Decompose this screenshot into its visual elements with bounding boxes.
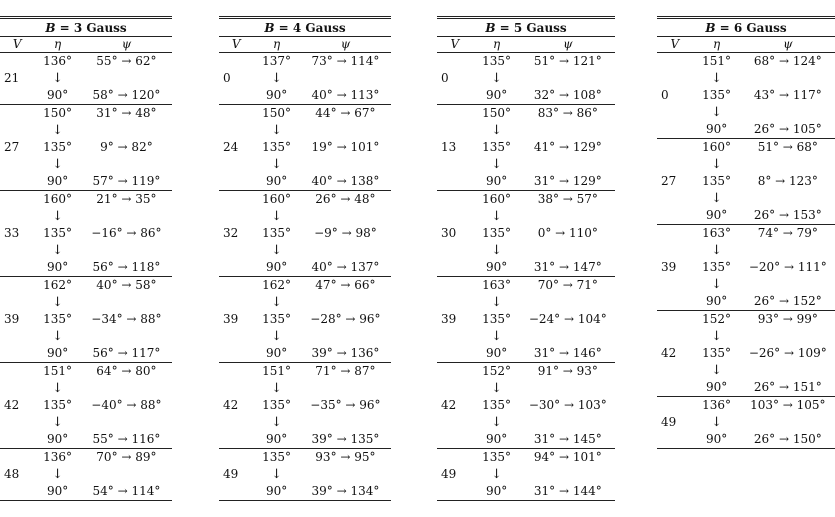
eta-value: 90° [705, 294, 728, 308]
eta-value: 90° [46, 484, 69, 498]
psi-value: 26° → 150° [753, 432, 822, 446]
psi-value: 39° → 136° [311, 346, 380, 360]
down-arrow-icon: ↓ [711, 243, 723, 258]
eta-value: 135° [482, 312, 512, 326]
down-arrow-icon: ↓ [52, 209, 64, 224]
eta-value: 162° [253, 277, 299, 295]
psi-value: 57° → 119° [92, 174, 161, 188]
eta-value: 150° [253, 105, 299, 123]
down-arrow-icon: ↓ [271, 157, 283, 172]
down-arrow-icon: ↓ [491, 71, 503, 86]
table-title [0, 18, 172, 37]
v-value: 42 [0, 363, 34, 449]
psi-value: 51° → 68° [741, 139, 835, 157]
psi-value: 8° → 123° [757, 174, 818, 188]
psi-value: 26° → 153° [753, 208, 822, 222]
table-row [657, 225, 835, 243]
v-value: 39 [437, 277, 473, 363]
down-arrow-icon: ↓ [711, 363, 723, 378]
eta-value: 137° [262, 54, 292, 68]
down-arrow-icon: ↓ [711, 105, 723, 120]
eta-value: 151° [702, 54, 732, 68]
psi-header: ψ [300, 37, 391, 53]
title-variable: B [705, 21, 716, 35]
psi-value: 44° → 67° [300, 105, 391, 123]
eta-header: η [473, 37, 521, 53]
v-header: V [437, 37, 473, 53]
eta-value: 90° [485, 88, 508, 102]
psi-value: 40° → 137° [311, 260, 380, 274]
eta-value: 90° [705, 208, 728, 222]
v-value: 0 [223, 71, 231, 85]
psi-value: 56° → 117° [92, 346, 161, 360]
psi-value: 9° → 82° [100, 140, 153, 154]
v-value: 33 [0, 191, 34, 277]
v-value: 49 [437, 449, 473, 501]
eta-value: 135° [43, 398, 73, 412]
v-value: 27 [0, 105, 34, 191]
down-arrow-icon: ↓ [271, 243, 283, 258]
eta-value: 135° [702, 346, 732, 360]
psi-value: −9° → 98° [314, 226, 377, 240]
eta-value: 151° [34, 363, 80, 381]
down-arrow-icon: ↓ [52, 329, 64, 344]
v-value: 27 [657, 139, 693, 225]
data-table [657, 16, 835, 449]
eta-value: 152° [473, 363, 521, 381]
psi-value: −30° → 103° [528, 398, 607, 412]
psi-value: 31° → 144° [533, 484, 602, 498]
down-arrow-icon: ↓ [271, 295, 283, 310]
eta-header: η [253, 37, 299, 53]
eta-value: 152° [693, 311, 741, 329]
down-arrow-icon: ↓ [491, 209, 503, 224]
psi-value: 47° → 66° [300, 277, 391, 295]
down-arrow-icon: ↓ [491, 295, 503, 310]
eta-header: η [693, 37, 741, 53]
eta-value: 135° [262, 398, 292, 412]
eta-value: 90° [485, 174, 508, 188]
eta-value: 90° [265, 260, 288, 274]
table-row [437, 277, 615, 295]
psi-header: ψ [741, 37, 835, 53]
psi-value: 55° → 62° [96, 54, 157, 68]
down-arrow-icon: ↓ [52, 71, 64, 86]
v-value: 0 [661, 88, 669, 102]
v-value: 39 [657, 225, 693, 311]
down-arrow-icon: ↓ [271, 123, 283, 138]
psi-header: ψ [81, 37, 172, 53]
psi-value: 55° → 116° [92, 432, 161, 446]
table-row [657, 139, 835, 157]
title-variable: B [485, 21, 496, 35]
psi-value: −16° → 86° [91, 226, 162, 240]
title-text: = 5 Gauss [499, 21, 567, 35]
table-title [657, 18, 835, 37]
psi-value: 31° → 146° [533, 346, 602, 360]
table-row [0, 277, 172, 295]
eta-value: 135° [482, 54, 512, 68]
eta-value: 136° [34, 449, 80, 467]
eta-value: 135° [473, 449, 521, 467]
psi-value: 94° → 101° [521, 449, 615, 467]
psi-value: −35° → 96° [310, 398, 381, 412]
eta-value: 90° [265, 346, 288, 360]
eta-value: 163° [693, 225, 741, 243]
down-arrow-icon: ↓ [271, 71, 283, 86]
psi-value: 93° → 99° [741, 311, 835, 329]
v-value: 30 [437, 191, 473, 277]
table-panel [437, 16, 615, 501]
v-value: 0 [441, 71, 449, 85]
down-arrow-icon: ↓ [271, 467, 283, 482]
v-value: 39 [219, 277, 253, 363]
v-value: 49 [657, 397, 693, 449]
eta-value: 90° [485, 484, 508, 498]
eta-value: 90° [485, 432, 508, 446]
eta-header: η [34, 37, 80, 53]
psi-value: −28° → 96° [310, 312, 381, 326]
eta-value: 90° [485, 346, 508, 360]
table-row [219, 105, 391, 123]
psi-value: 31° → 48° [81, 105, 172, 123]
psi-value: 83° → 86° [521, 105, 615, 123]
down-arrow-icon: ↓ [491, 243, 503, 258]
table-row [0, 191, 172, 209]
down-arrow-icon: ↓ [491, 467, 503, 482]
v-header: V [657, 37, 693, 53]
eta-value: 150° [34, 105, 80, 123]
v-value: 13 [437, 105, 473, 191]
psi-value: −26° → 109° [748, 346, 827, 360]
psi-value: 38° → 57° [521, 191, 615, 209]
eta-value: 160° [473, 191, 521, 209]
psi-value: 58° → 120° [92, 88, 161, 102]
data-table [219, 16, 391, 501]
eta-value: 135° [253, 449, 299, 467]
eta-value: 160° [34, 191, 80, 209]
down-arrow-icon: ↓ [711, 71, 723, 86]
v-value: 48 [0, 449, 34, 501]
eta-value: 160° [253, 191, 299, 209]
down-arrow-icon: ↓ [711, 157, 723, 172]
v-value: 42 [219, 363, 253, 449]
psi-value: 26° → 48° [300, 191, 391, 209]
psi-header: ψ [521, 37, 615, 53]
table-row [219, 449, 391, 467]
eta-value: 90° [705, 122, 728, 136]
psi-value: 21° → 35° [81, 191, 172, 209]
psi-value: 41° → 129° [533, 140, 602, 154]
eta-value: 90° [265, 484, 288, 498]
eta-value: 135° [482, 398, 512, 412]
psi-value: 39° → 135° [311, 432, 380, 446]
v-header: V [219, 37, 253, 53]
v-header: V [0, 37, 34, 53]
eta-value: 135° [262, 312, 292, 326]
eta-value: 135° [262, 226, 292, 240]
down-arrow-icon: ↓ [52, 295, 64, 310]
eta-value: 150° [473, 105, 521, 123]
psi-value: 26° → 151° [753, 380, 822, 394]
eta-value: 135° [43, 226, 73, 240]
psi-value: 56° → 118° [92, 260, 161, 274]
down-arrow-icon: ↓ [271, 415, 283, 430]
down-arrow-icon: ↓ [711, 277, 723, 292]
title-variable: B [45, 21, 56, 35]
table-row [437, 191, 615, 209]
psi-value: −34° → 88° [91, 312, 162, 326]
down-arrow-icon: ↓ [52, 467, 64, 482]
table-row [219, 277, 391, 295]
title-text: = 4 Gauss [278, 21, 346, 35]
title-text: = 6 Gauss [719, 21, 787, 35]
psi-value: 31° → 145° [533, 432, 602, 446]
eta-value: 90° [46, 88, 69, 102]
v-value: 42 [657, 311, 693, 397]
psi-value: 70° → 89° [81, 449, 172, 467]
eta-value: 136° [693, 397, 741, 415]
down-arrow-icon: ↓ [711, 329, 723, 344]
table-title [219, 18, 391, 37]
eta-value: 90° [705, 380, 728, 394]
psi-value: 73° → 114° [311, 54, 380, 68]
psi-value: 43° → 117° [753, 88, 822, 102]
eta-value: 135° [482, 226, 512, 240]
table-panel [219, 16, 391, 501]
table-title [437, 18, 615, 37]
eta-value: 135° [702, 88, 732, 102]
table-row [219, 363, 391, 381]
psi-value: 54° → 114° [92, 484, 161, 498]
psi-value: 68° → 124° [753, 54, 822, 68]
psi-value: 31° → 129° [533, 174, 602, 188]
psi-value: 91° → 93° [521, 363, 615, 381]
psi-value: 103° → 105° [741, 397, 835, 415]
eta-value: 163° [473, 277, 521, 295]
eta-value: 135° [702, 260, 732, 274]
eta-value: 136° [43, 54, 73, 68]
psi-value: 19° → 101° [311, 140, 380, 154]
table-row [0, 105, 172, 123]
eta-value: 151° [253, 363, 299, 381]
table-row [437, 363, 615, 381]
eta-value: 160° [693, 139, 741, 157]
eta-value: 135° [702, 174, 732, 188]
down-arrow-icon: ↓ [711, 415, 723, 430]
eta-value: 135° [482, 140, 512, 154]
psi-value: 70° → 71° [521, 277, 615, 295]
psi-value: 26° → 152° [753, 294, 822, 308]
psi-value: 26° → 105° [753, 122, 822, 136]
down-arrow-icon: ↓ [491, 157, 503, 172]
eta-value: 90° [705, 432, 728, 446]
table-row [437, 449, 615, 467]
table-panel [0, 16, 172, 501]
v-value: 21 [4, 71, 20, 85]
v-value: 42 [437, 363, 473, 449]
table-row [657, 397, 835, 415]
psi-value: 32° → 108° [533, 88, 602, 102]
eta-value: 90° [265, 88, 288, 102]
psi-value: 64° → 80° [81, 363, 172, 381]
table-row [657, 311, 835, 329]
down-arrow-icon: ↓ [491, 123, 503, 138]
table-row [219, 191, 391, 209]
psi-value: 0° → 110° [537, 226, 598, 240]
psi-value: −24° → 104° [528, 312, 607, 326]
table-row [0, 449, 172, 467]
down-arrow-icon: ↓ [271, 381, 283, 396]
eta-value: 135° [43, 140, 73, 154]
v-value: 32 [219, 191, 253, 277]
table-row [657, 53, 835, 71]
down-arrow-icon: ↓ [52, 243, 64, 258]
table-row [437, 53, 615, 71]
psi-value: 93° → 95° [300, 449, 391, 467]
psi-value: 71° → 87° [300, 363, 391, 381]
v-value: 24 [219, 105, 253, 191]
psi-value: 40° → 58° [81, 277, 172, 295]
psi-value: 40° → 113° [311, 88, 380, 102]
eta-value: 90° [265, 432, 288, 446]
down-arrow-icon: ↓ [271, 329, 283, 344]
down-arrow-icon: ↓ [711, 191, 723, 206]
table-row [0, 53, 172, 71]
down-arrow-icon: ↓ [52, 415, 64, 430]
eta-value: 90° [46, 432, 69, 446]
psi-value: −20° → 111° [748, 260, 827, 274]
down-arrow-icon: ↓ [52, 157, 64, 172]
down-arrow-icon: ↓ [491, 381, 503, 396]
eta-value: 90° [46, 260, 69, 274]
v-value: 39 [0, 277, 34, 363]
eta-value: 90° [485, 260, 508, 274]
down-arrow-icon: ↓ [491, 329, 503, 344]
eta-value: 135° [43, 312, 73, 326]
table-row [219, 53, 391, 71]
psi-value: 39° → 134° [311, 484, 380, 498]
down-arrow-icon: ↓ [52, 123, 64, 138]
psi-value: 31° → 147° [533, 260, 602, 274]
down-arrow-icon: ↓ [52, 381, 64, 396]
table-panel [657, 16, 835, 449]
down-arrow-icon: ↓ [271, 209, 283, 224]
eta-value: 90° [265, 174, 288, 188]
psi-value: 40° → 138° [311, 174, 380, 188]
psi-value: 51° → 121° [533, 54, 602, 68]
eta-value: 135° [262, 140, 292, 154]
table-row [0, 363, 172, 381]
eta-value: 162° [34, 277, 80, 295]
psi-value: 74° → 79° [741, 225, 835, 243]
table-row [437, 105, 615, 123]
eta-value: 90° [46, 346, 69, 360]
data-table [437, 16, 615, 501]
psi-value: −40° → 88° [91, 398, 162, 412]
v-value: 49 [219, 449, 253, 501]
down-arrow-icon: ↓ [491, 415, 503, 430]
title-text: = 3 Gauss [59, 21, 127, 35]
title-variable: B [264, 21, 275, 35]
data-table [0, 16, 172, 501]
eta-value: 90° [46, 174, 69, 188]
